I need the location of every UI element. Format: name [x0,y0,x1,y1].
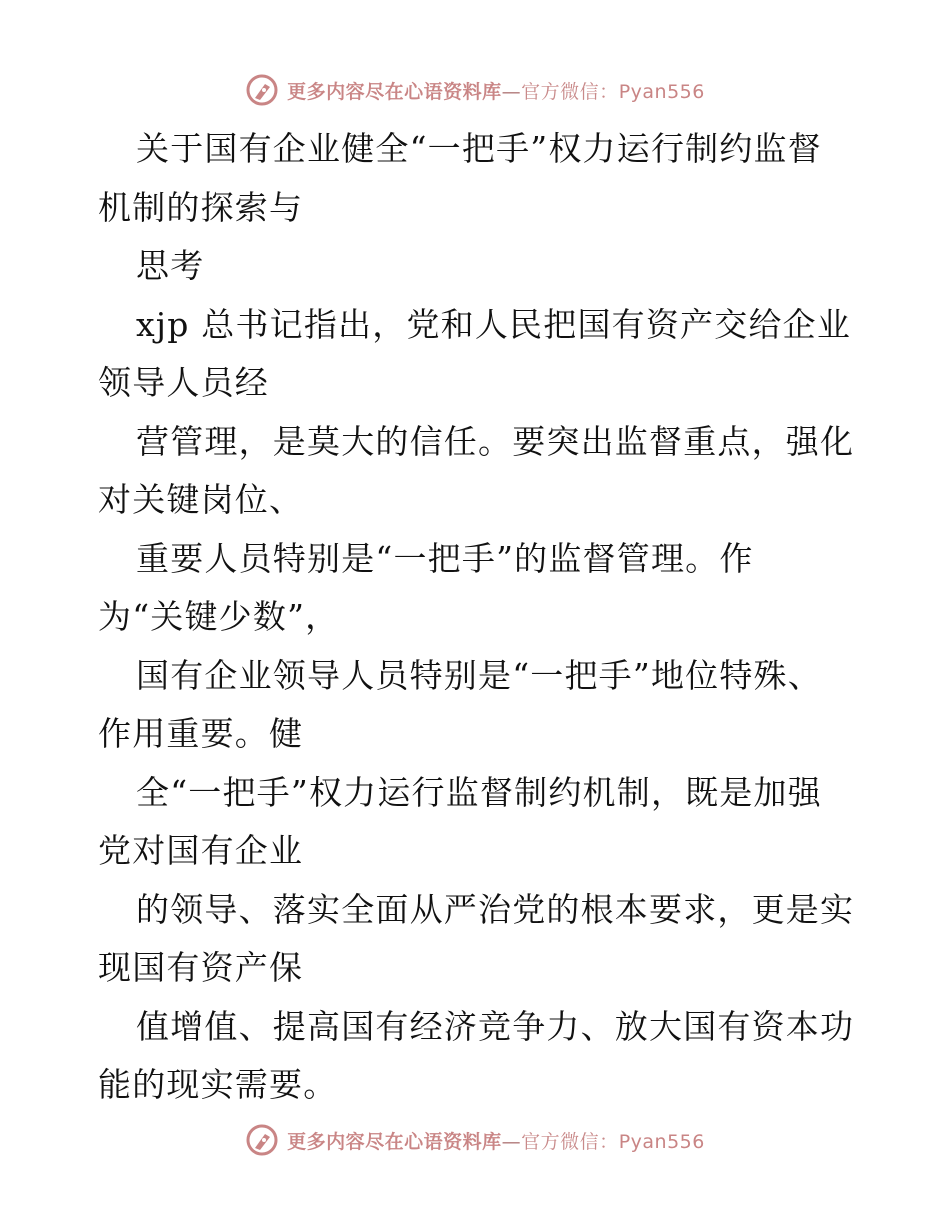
title-line-1: 关于国有企业健全“一把手”权力运行制约监督 [136,129,822,168]
paragraph-line: 党对国有企业 [98,831,304,870]
paragraph-line: 领导人员经 [98,363,269,402]
footer-watermark [0,1120,950,1160]
watermark-main: 更多内容尽在心语资料库 [287,1130,502,1153]
paragraph-line: 的领导、落实全面从严治党的根本要求，更是实 [136,889,855,929]
paragraph-line: 作用重要。健 [98,714,304,753]
watermark-suffix: 官方微信： [521,80,619,103]
paragraph-line: 值增值、提高国有经济竞争力、放大国有资本功 [136,1006,855,1046]
title-line-2: 机制的探索与 [98,187,304,227]
paragraph-line: 营管理，是莫大的信任。要突出监督重点，强化 [136,421,855,461]
paragraph-line: 为“关键少数”， [98,597,340,636]
document-body [98,120,858,1115]
paragraph-line: 现国有资产保 [98,948,304,987]
paragraph-line: 能的现实需要。 [98,1065,338,1104]
watermark-text [287,77,705,104]
watermark-text [287,1127,705,1154]
paragraph-line: xjp 总书记指出，党和人民把国有资产交给企业 [136,304,852,344]
paragraph-line: 全“一把手”权力运行监督制约机制，既是加强 [136,772,822,812]
paragraph-line: 对关键岗位、 [98,480,304,519]
watermark-id: Pyan556 [618,1130,705,1153]
header-watermark [0,70,950,110]
watermark-suffix: 官方微信： [521,1130,619,1153]
paragraph-line: 重要人员特别是“一把手”的监督管理。作 [136,538,754,578]
watermark-separator: — [501,1130,522,1153]
paragraph-line: 国有企业领导人员特别是“一把手”地位特殊、 [136,655,822,695]
title-line-3: 思考 [136,246,205,285]
pen-nib-logo-icon [245,73,279,107]
watermark-separator: — [501,80,522,103]
watermark-main: 更多内容尽在心语资料库 [287,80,502,103]
watermark-id: Pyan556 [618,80,705,103]
pen-nib-logo-icon [245,1123,279,1157]
